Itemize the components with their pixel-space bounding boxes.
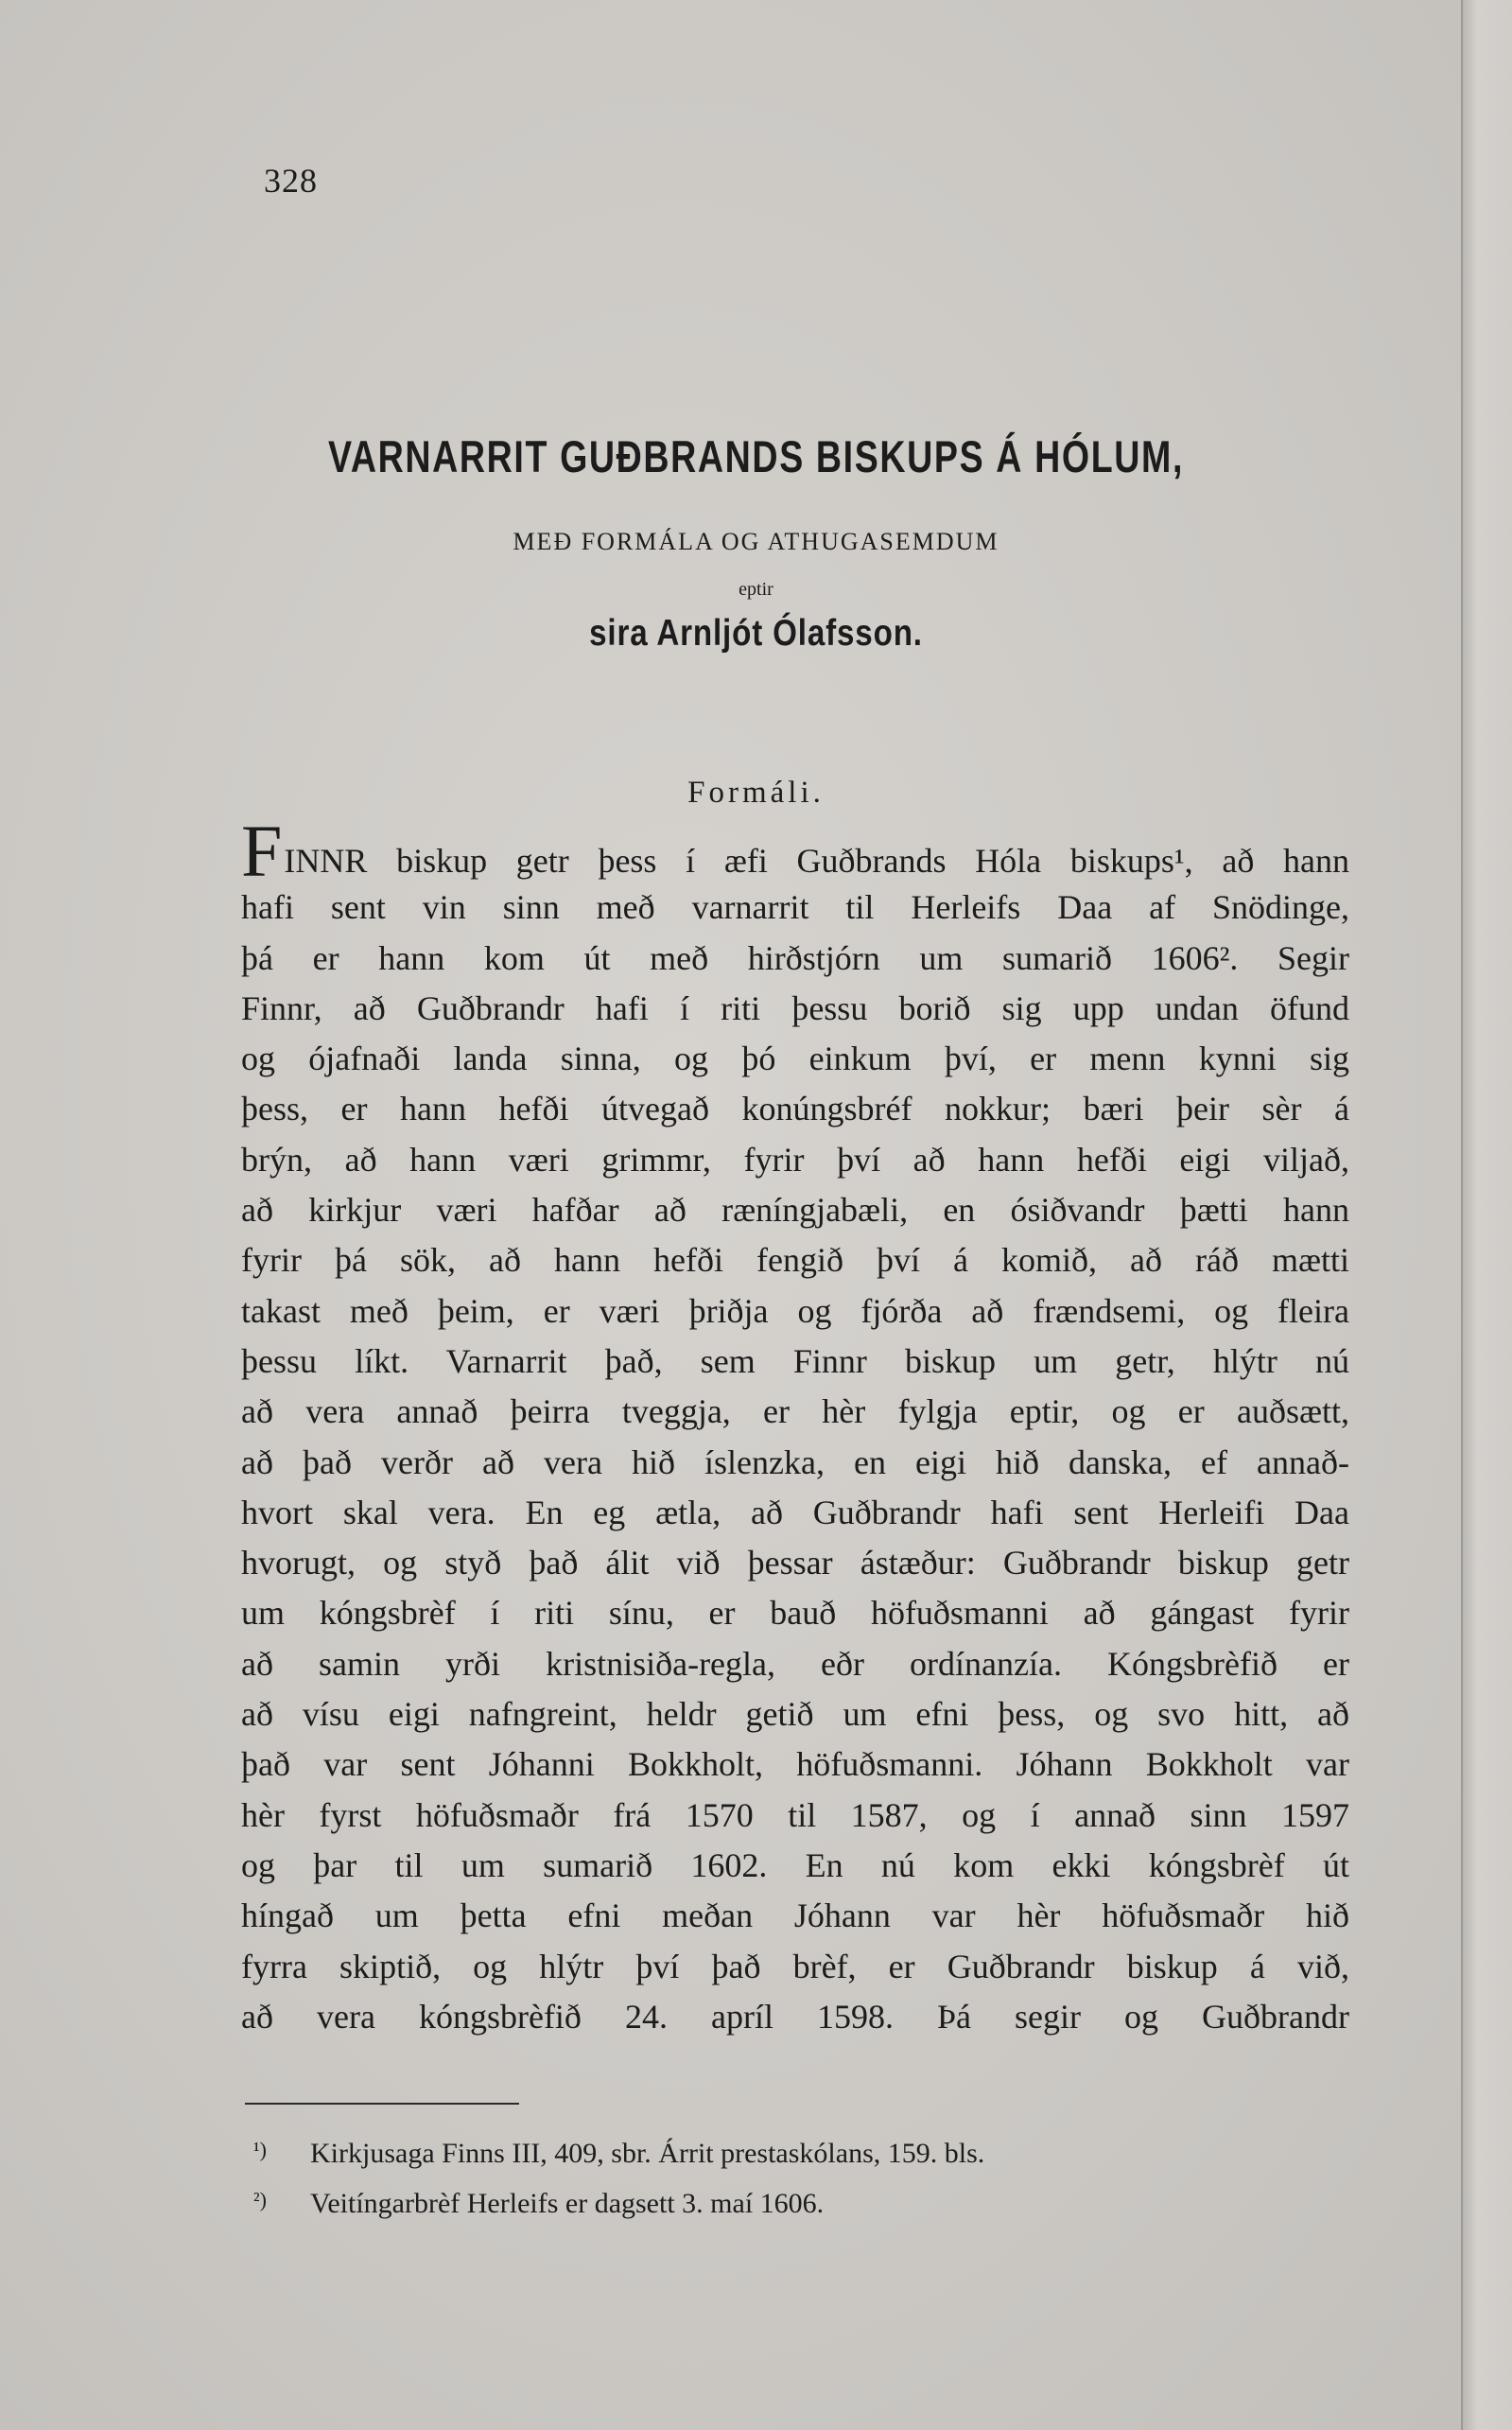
body-line-text: þess, er hann hefði útvegað konúngsbréf nokkur; bæri þeir sèr á xyxy=(241,1090,1349,1128)
section-heading: Formáli. xyxy=(687,776,825,810)
footnote-divider xyxy=(245,2103,519,2105)
body-text xyxy=(241,810,1349,2042)
footnote xyxy=(253,2126,1294,2177)
body-line xyxy=(241,1387,1349,1437)
body-line xyxy=(241,934,1349,984)
drop-cap: F xyxy=(241,810,283,892)
body-line-text: þessu líkt. Varnarrit það, sem Finnr biskup um getr, hlýtr nú xyxy=(241,1341,1349,1380)
body-line xyxy=(241,1689,1349,1739)
body-line-text: fyrra skiptið, og hlýtr því það brèf, er Guðbrandr biskup á við, xyxy=(241,1947,1349,1985)
body-line-text: brýn, að hann væri grimmr, fyrir því að hann hefði eigi viljað, xyxy=(241,1140,1349,1179)
body-line xyxy=(241,1135,1349,1185)
body-line xyxy=(241,1538,1349,1588)
body-line-text: að vera kóngsbrèfið 24. apríl 1598. Þá segir og Guðbrandr xyxy=(241,1997,1349,2036)
footnote-text: Veitíngarbrèf Herleifs er dagsett 3. maí 1606. xyxy=(310,2188,825,2219)
body-line-text: að samin yrði kristnisiða-regla, eðr ordínanzía. Kóngsbrèfið er xyxy=(241,1644,1349,1683)
footnote xyxy=(253,2177,1294,2227)
body-line-text: hèr fyrst höfuðsmaðr frá 1570 til 1587, og í annað sinn 1597 xyxy=(241,1795,1349,1834)
body-line xyxy=(241,1084,1349,1134)
body-line-text: að það verðr að vera hið íslenzka, en eigi hið danska, ef annað- xyxy=(241,1442,1349,1481)
body-line xyxy=(241,1588,1349,1638)
body-line xyxy=(241,1739,1349,1790)
byline-label: eptir xyxy=(739,579,773,600)
body-line-text: Finnr, að Guðbrandr hafi í riti þessu borið sig upp undan öfund xyxy=(241,988,1349,1027)
footnote-text: Kirkjusaga Finns III, 409, sbr. Árrit prestaskólans, 159. bls. xyxy=(310,2138,985,2169)
body-line-text: hafi sent vin sinn með varnarrit til Herleifs Daa af Snödinge, xyxy=(241,888,1349,927)
body-line xyxy=(241,1034,1349,1084)
body-line xyxy=(241,1791,1349,1841)
footnote-mark: ²) xyxy=(253,2188,267,2211)
body-line xyxy=(241,1992,1349,2042)
body-line-text: um kóngsbrèf í riti sínu, er bauð höfuðsmanni að gángast fyrir xyxy=(241,1594,1349,1633)
body-line-text: og ójafnaði landa sinna, og þó einkum því, er menn kynni sig xyxy=(241,1040,1349,1078)
page-edge xyxy=(1461,0,1512,2430)
body-line-text: híngað um þetta efni meðan Jóhann var hèr höfuðsmaðr hið xyxy=(241,1897,1349,1935)
body-line xyxy=(241,883,1349,933)
body-line xyxy=(241,1639,1349,1689)
author-name: sira Arnljót Ólafsson. xyxy=(589,613,923,654)
body-line xyxy=(241,1185,1349,1235)
body-line xyxy=(241,1337,1349,1387)
body-line xyxy=(241,810,1349,892)
document-subtitle: MEÐ FORMÁLA OG ATHUGASEMDUM xyxy=(513,528,999,555)
body-line-text: að vísu eigi nafngreint, heldr getið um efni þess, og svo hitt, að xyxy=(241,1695,1349,1734)
body-line xyxy=(241,1438,1349,1488)
body-line-text: INNR biskup getr þess í æfi Guðbrands Hóla biskups¹, að hann xyxy=(284,842,1349,880)
footnote-mark: ¹) xyxy=(253,2138,267,2161)
body-line xyxy=(241,1841,1349,1891)
body-line xyxy=(241,1891,1349,1941)
body-line-text: að kirkjur væri hafðar að ræníngjabæli, en ósiðvandr þætti hann xyxy=(241,1191,1349,1230)
body-line xyxy=(241,984,1349,1034)
document-title: VARNARRIT GUÐBRANDS BISKUPS Á HÓLUM, xyxy=(327,431,1184,481)
body-line-text: fyrir þá sök, að hann hefði fengið því á komið, að ráð mætti xyxy=(241,1241,1349,1280)
body-line-text: og þar til um sumarið 1602. En nú kom ekki kóngsbrèf út xyxy=(241,1845,1349,1884)
body-line-text: hvort skal vera. En eg ætla, að Guðbrandr hafi sent Herleifi Daa xyxy=(241,1493,1349,1531)
body-line xyxy=(241,1942,1349,1992)
body-line-text: það var sent Jóhanni Bokkholt, höfuðsmanni. Jóhann Bokkholt var xyxy=(241,1745,1349,1784)
body-line xyxy=(241,1488,1349,1538)
body-line-text: þá er hann kom út með hirðstjórn um sumarið 1606². Segir xyxy=(241,938,1349,977)
body-line-text: hvorugt, og styð það álit við þessar ástæður: Guðbrandr biskup getr xyxy=(241,1544,1349,1582)
body-line-text: að vera annað þeirra tveggja, er hèr fylgja eptir, og er auðsætt, xyxy=(241,1392,1349,1431)
body-line xyxy=(241,1235,1349,1285)
footnotes xyxy=(253,2126,1294,2227)
body-line-text: takast með þeim, er væri þriðja og fjórða að frændsemi, og fleira xyxy=(241,1291,1349,1330)
body-line xyxy=(241,1286,1349,1337)
page-number: 328 xyxy=(264,162,318,200)
